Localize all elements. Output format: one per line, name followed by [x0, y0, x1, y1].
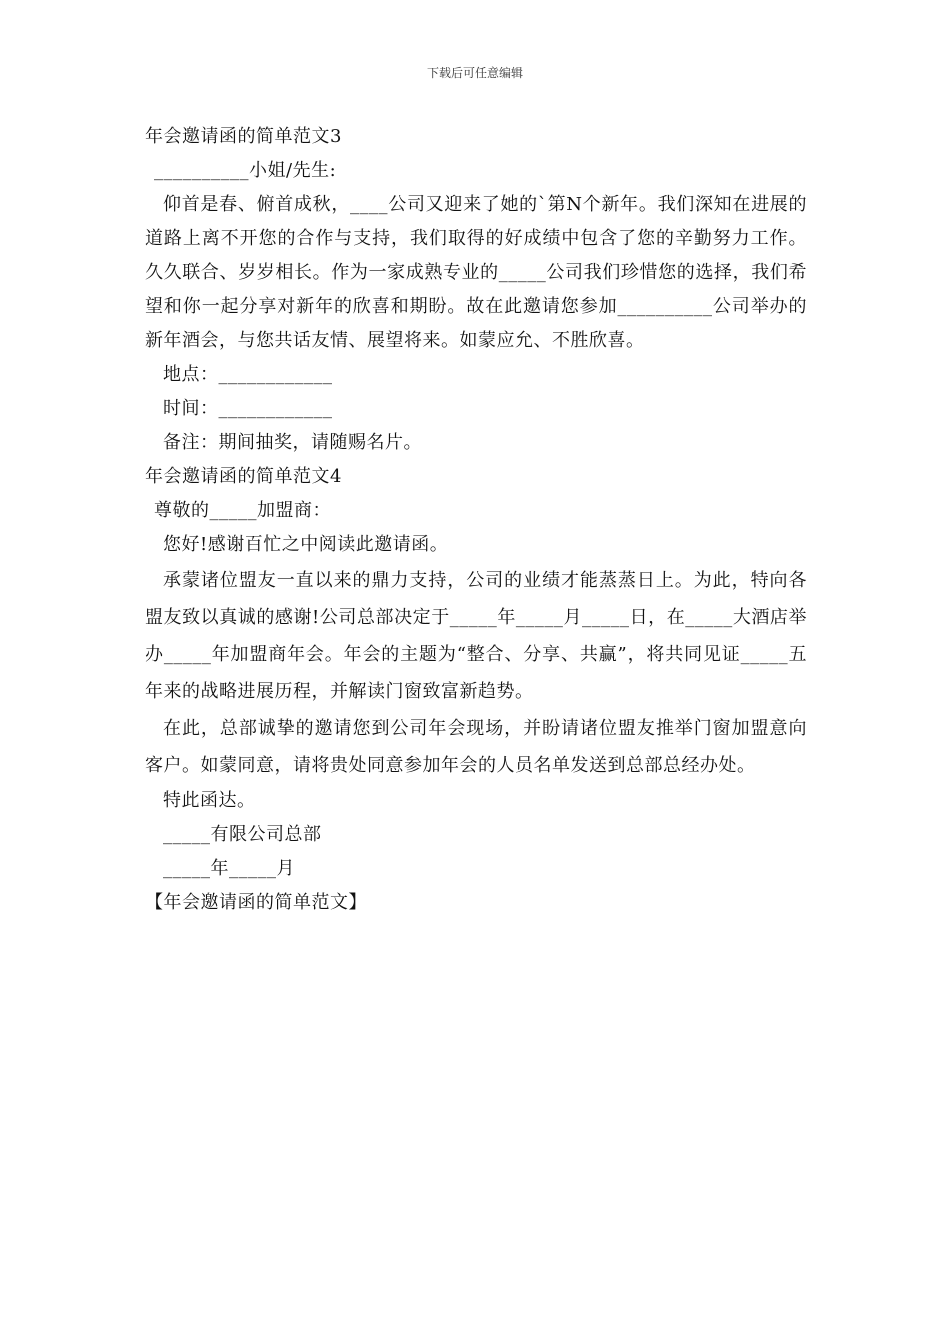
section3-body: 仰首是春、俯首成秋，____公司又迎来了她的`第N个新年。我们深知在进展的道路上离不开您的合作与支持，我们取得的好成绩中包含了您的辛勤努力工作。久久联合、岁岁相长。作为一家成熟专业的_____公司我们珍惜您的选择，我们希望和你一起分享对新年的欣喜和期盼。故在此邀请您参加__________公司举办的新年酒会，与您共话友情、展望将来。如蒙应允、不胜欣喜。: [145, 194, 807, 351]
section3-location: 地点：____________: [163, 364, 333, 385]
download-note: 下载后可任意编辑: [426, 66, 523, 80]
section3-remark: 备注：期间抽奖，请随赐名片。: [163, 432, 422, 453]
section3-title: 年会邀请函的简单范文3: [145, 126, 342, 147]
section4-date: _____年_____月: [163, 858, 295, 879]
section3-greeting: __________小姐/先生:: [154, 160, 337, 181]
section4-paragraph-2: 在此，总部诚挚的邀请您到公司年会现场，并盼请诸位盟友推举门窗加盟意向客户。如蒙同意，请将贵处同意参加年会的人员名单发送到总部总经办处。: [145, 718, 807, 776]
section4-closing: 特此函达。: [163, 790, 256, 811]
document-body: [145, 120, 807, 920]
section4-signature: _____有限公司总部: [163, 824, 322, 845]
footer-title: 【年会邀请函的简单范文】: [145, 892, 367, 913]
section4-paragraph-1: 承蒙诸位盟友一直以来的鼎力支持，公司的业绩才能蒸蒸日上。为此，特向各盟友致以真诚的感谢!公司总部决定于_____年_____月_____日，在_____大酒店举办_____年加盟商年会。年会的主题为“整合、分享、共赢”，将共同见证_____五年来的战略进展历程，并解读门窗致富新趋势。: [145, 570, 807, 702]
section4-hello: 您好!感谢百忙之中阅读此邀请函。: [163, 534, 449, 555]
section4-greeting: 尊敬的_____加盟商：: [154, 500, 331, 521]
section4-title: 年会邀请函的简单范文4: [145, 466, 342, 487]
section3-time: 时间：____________: [163, 398, 333, 419]
